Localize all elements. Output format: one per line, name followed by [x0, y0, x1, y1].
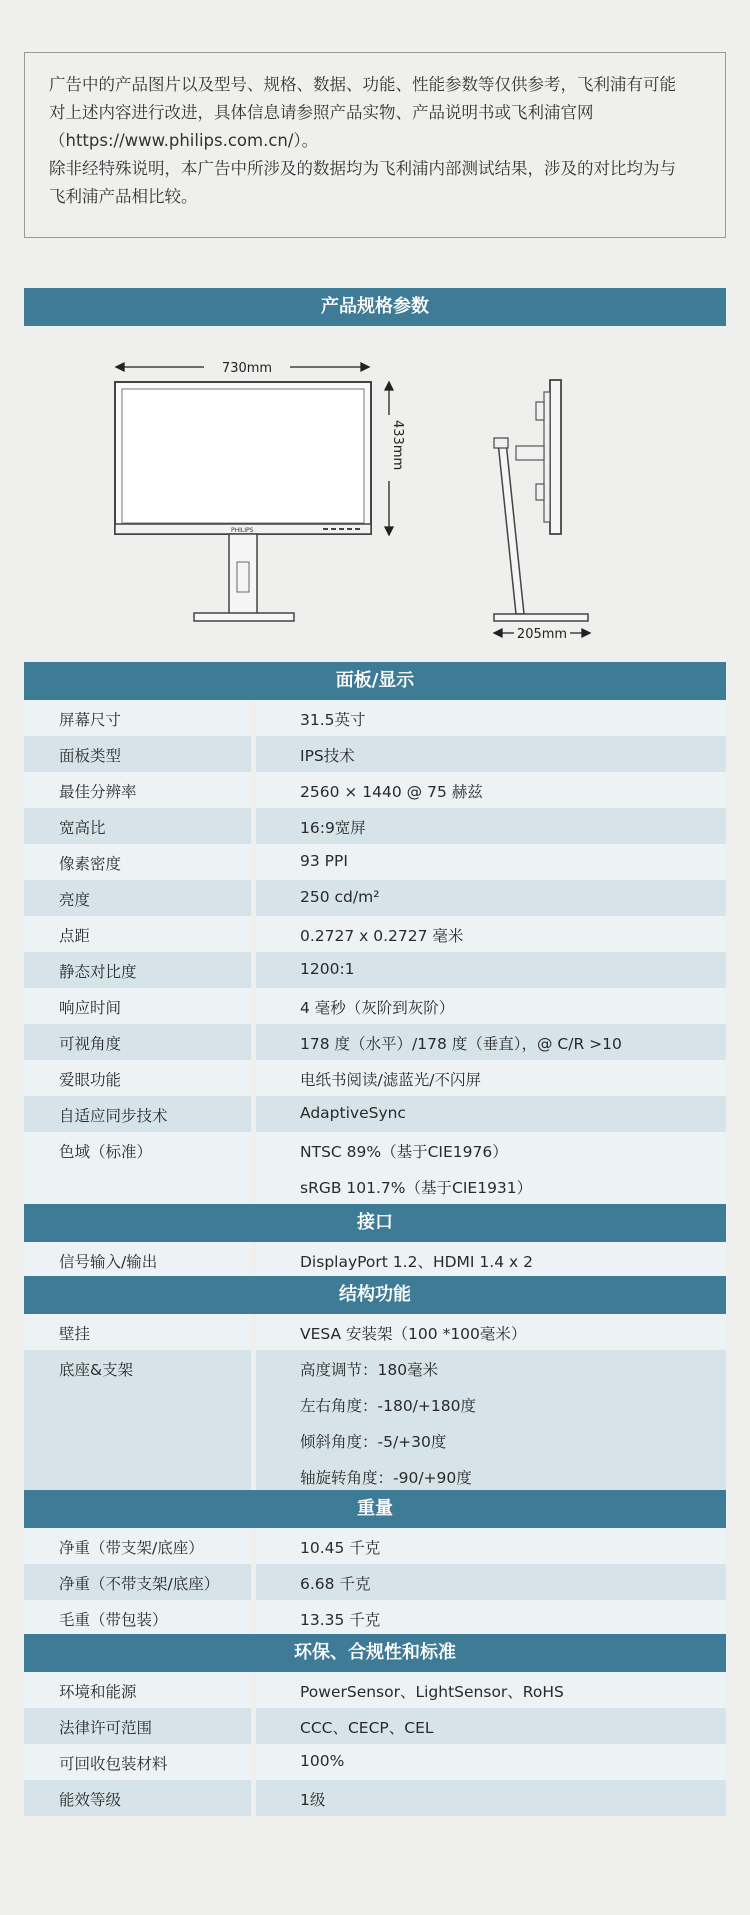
spec-value	[256, 1528, 726, 1564]
spec-row	[24, 700, 726, 736]
disclaimer-box	[24, 52, 726, 238]
spec-value	[256, 1708, 726, 1744]
spec-row	[24, 1060, 726, 1096]
spec-row	[24, 1096, 726, 1132]
spec-value-line: 0.2727 x 0.2727 毫米	[300, 927, 464, 945]
spec-label: 可视角度	[24, 1024, 251, 1060]
disclaimer-line: 除非经特殊说明，本广告中所涉及的数据均为飞利浦内部测试结果，涉及的对比均为与	[49, 159, 676, 178]
spec-value	[256, 700, 726, 736]
spec-row	[24, 1708, 726, 1744]
depth-label: 205mm	[516, 627, 568, 642]
spec-label: 爱眼功能	[24, 1060, 251, 1096]
spec-value	[256, 844, 726, 880]
weight-spec-table	[24, 1528, 726, 1636]
spec-row	[24, 1242, 726, 1278]
spec-row	[24, 952, 726, 988]
spec-title: 产品规格参数	[24, 288, 726, 326]
spec-value-line: 31.5英寸	[300, 711, 366, 729]
spec-label: 亮度	[24, 880, 251, 916]
spec-label: 最佳分辨率	[24, 772, 251, 808]
spec-value-line: VESA 安装架（100 *100毫米）	[300, 1325, 527, 1343]
spec-value-line: 4 毫秒（灰阶到灰阶）	[300, 999, 455, 1017]
spec-value	[256, 1564, 726, 1600]
spec-value	[256, 1744, 726, 1780]
spec-row	[24, 1780, 726, 1816]
spec-row	[24, 1528, 726, 1564]
spec-row	[24, 1600, 726, 1636]
spec-row	[24, 916, 726, 952]
spec-label: 自适应同步技术	[24, 1096, 251, 1132]
spec-value-line: NTSC 89%（基于CIE1976）	[300, 1143, 508, 1161]
spec-label: 壁挂	[24, 1314, 251, 1350]
disclaimer-line: 飞利浦产品相比较。	[49, 187, 198, 206]
spec-label: 可回收包装材料	[24, 1744, 251, 1780]
spec-value	[256, 1780, 726, 1816]
spec-label: 毛重（带包装）	[24, 1600, 251, 1636]
spec-value-line: 10.45 千克	[300, 1539, 381, 1557]
spec-value-line: 2560 × 1440 @ 75 赫兹	[300, 783, 483, 801]
spec-value	[256, 1314, 726, 1350]
spec-value-line: 左右角度：-180/+180度	[300, 1397, 476, 1415]
spec-value-line: 93 PPI	[300, 852, 348, 870]
monitor-drawing	[24, 330, 726, 660]
spec-value-line: 高度调节：180毫米	[300, 1361, 439, 1379]
spec-row	[24, 1132, 726, 1204]
section-header-environment: 环保、合规性和标准	[24, 1634, 726, 1672]
disclaimer-line: 对上述内容进行改进，具体信息请参照产品实物、产品说明书或飞利浦官网	[49, 103, 594, 122]
spec-value	[256, 1600, 726, 1636]
spec-value-line: 16:9宽屏	[300, 819, 366, 837]
dimension-diagram	[24, 330, 726, 660]
spec-label: 像素密度	[24, 844, 251, 880]
spec-value-line: 1200:1	[300, 960, 355, 978]
spec-value	[256, 1350, 726, 1494]
spec-label: 净重（带支架/底座）	[24, 1528, 251, 1564]
spec-value	[256, 1672, 726, 1708]
spec-value	[256, 952, 726, 988]
spec-label: 屏幕尺寸	[24, 700, 251, 736]
spec-row	[24, 1024, 726, 1060]
spec-label: 环境和能源	[24, 1672, 251, 1708]
spec-row	[24, 1314, 726, 1350]
section-header-ports: 接口	[24, 1204, 726, 1242]
spec-value-line: AdaptiveSync	[300, 1104, 406, 1122]
spec-label: 响应时间	[24, 988, 251, 1024]
spec-value	[256, 1024, 726, 1060]
panel-spec-table	[24, 700, 726, 1204]
spec-label: 面板类型	[24, 736, 251, 772]
section-header-panel: 面板/显示	[24, 662, 726, 700]
spec-label: 底座&支架	[24, 1350, 251, 1494]
section-header-structure: 结构功能	[24, 1276, 726, 1314]
spec-row	[24, 844, 726, 880]
spec-row	[24, 1744, 726, 1780]
spec-label: 信号输入/输出	[24, 1242, 251, 1278]
spec-value-line: 6.68 千克	[300, 1575, 371, 1593]
spec-value	[256, 1096, 726, 1132]
spec-label: 能效等级	[24, 1780, 251, 1816]
ports-spec-table	[24, 1242, 726, 1278]
spec-row	[24, 1672, 726, 1708]
spec-value	[256, 1060, 726, 1096]
height-label: 433mm	[390, 420, 405, 471]
spec-value-line: 250 cd/m²	[300, 888, 380, 906]
spec-row	[24, 808, 726, 844]
spec-value-line: 1级	[300, 1791, 326, 1809]
spec-value	[256, 736, 726, 772]
spec-value-line: 178 度（水平）/178 度（垂直），@ C/R >10	[300, 1035, 622, 1053]
spec-label: 色域（标准）	[24, 1132, 251, 1204]
structure-spec-table	[24, 1314, 726, 1494]
spec-row	[24, 1564, 726, 1600]
spec-value-line: 倾斜角度：-5/+30度	[300, 1433, 447, 1451]
spec-value-line: 13.35 千克	[300, 1611, 381, 1629]
spec-row	[24, 736, 726, 772]
spec-row	[24, 772, 726, 808]
spec-value-line: DisplayPort 1.2、HDMI 1.4 x 2	[300, 1253, 533, 1271]
spec-value	[256, 1132, 726, 1204]
spec-value	[256, 772, 726, 808]
spec-label: 法律许可范围	[24, 1708, 251, 1744]
spec-value-line: PowerSensor、LightSensor、RoHS	[300, 1683, 564, 1701]
spec-value	[256, 808, 726, 844]
spec-label: 净重（不带支架/底座）	[24, 1564, 251, 1600]
spec-value-line: sRGB 101.7%（基于CIE1931）	[300, 1179, 533, 1197]
spec-row	[24, 1350, 726, 1494]
spec-value	[256, 916, 726, 952]
spec-label: 宽高比	[24, 808, 251, 844]
spec-value-line: 电纸书阅读/滤蓝光/不闪屏	[300, 1071, 481, 1089]
spec-value	[256, 880, 726, 916]
disclaimer-line: （https://www.philips.com.cn/）。	[49, 131, 319, 150]
spec-value	[256, 1242, 726, 1278]
spec-value-line: CCC、CECP、CEL	[300, 1719, 434, 1737]
environment-spec-table	[24, 1672, 726, 1816]
spec-value-line: 轴旋转角度：-90/+90度	[300, 1469, 472, 1487]
spec-row	[24, 880, 726, 916]
disclaimer-line: 广告中的产品图片以及型号、规格、数据、功能、性能参数等仅供参考，飞利浦有可能	[49, 75, 676, 94]
brand-logo: PHILIPS	[231, 527, 254, 534]
spec-value	[256, 988, 726, 1024]
width-label: 730mm	[221, 361, 273, 376]
spec-value-line: IPS技术	[300, 747, 355, 765]
spec-label: 点距	[24, 916, 251, 952]
spec-row	[24, 988, 726, 1024]
spec-value-line: 100%	[300, 1752, 345, 1770]
section-header-weight: 重量	[24, 1490, 726, 1528]
spec-label: 静态对比度	[24, 952, 251, 988]
